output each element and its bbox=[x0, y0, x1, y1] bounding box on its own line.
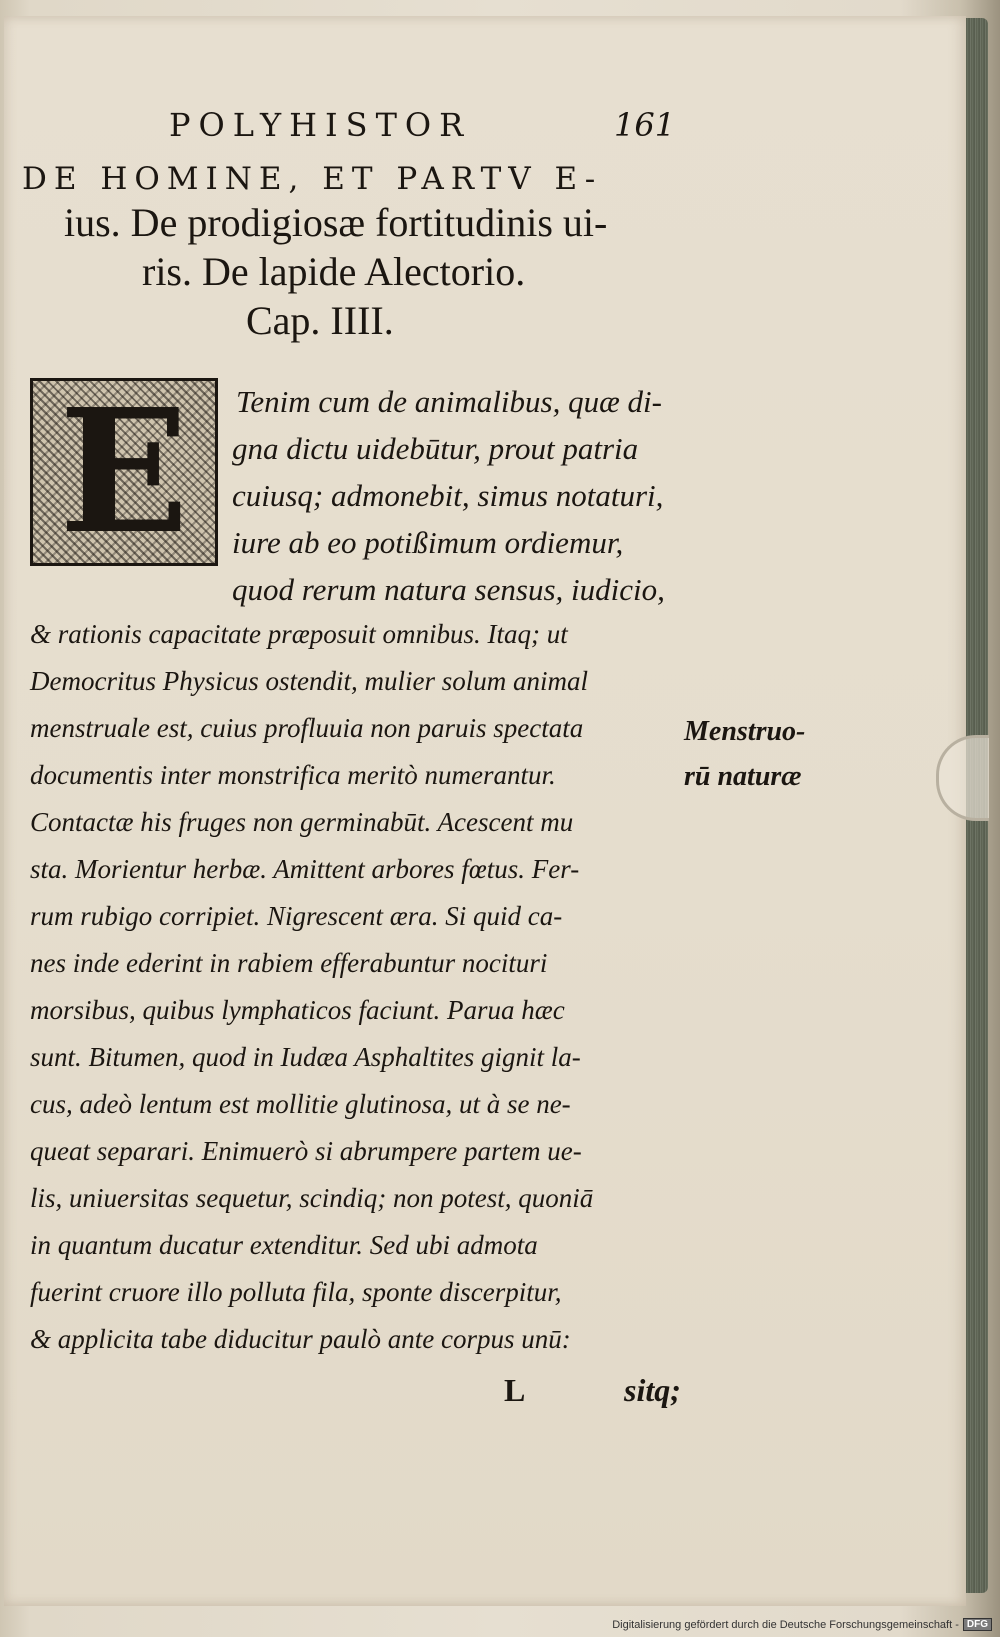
body-line-19: in quantum ducatur extenditur. Sed ubi admota bbox=[30, 1230, 538, 1260]
initial-letter: E bbox=[59, 372, 189, 572]
body-line-15: sunt. Bitumen, quod in Iudæa Asphaltites gignit la- bbox=[30, 1042, 581, 1072]
decorated-initial bbox=[30, 372, 218, 572]
body-line-2: gna dictu uidebūtur, prout patria bbox=[232, 431, 639, 466]
body-line-16: cus, adeò lentum est mollitie glutinosa, ut à se ne- bbox=[30, 1089, 571, 1119]
body-line-21: & applicita tabe diducitur paulò ante corpus unū: bbox=[30, 1324, 571, 1354]
body-line-10: Contactæ his fruges non germinabūt. Acescent mu bbox=[30, 807, 574, 837]
page-text-block bbox=[4, 16, 966, 1606]
body-line-4: iure ab eo potißimum ordiemur, bbox=[232, 525, 624, 560]
body-line-6: & rationis capacitate præposuit omnibus. Itaq; ut bbox=[30, 619, 568, 649]
dfg-logo: DFG bbox=[963, 1618, 992, 1631]
digitization-footer bbox=[612, 1618, 992, 1631]
chapter-heading-line-1: DE HOMINE, ET PARTV E- bbox=[22, 161, 603, 197]
chapter-heading-line-3: ris. De lapide Alectorio. bbox=[142, 249, 526, 294]
page-number: 161 bbox=[614, 106, 676, 144]
body-line-5: quod rerum natura sensus, iudicio, bbox=[232, 572, 665, 607]
body-line-18: lis, uniuersitas sequetur, scindiq; non potest, quoniā bbox=[30, 1183, 594, 1213]
body-line-14: morsibus, quibus lymphaticos faciunt. Parua hæc bbox=[30, 995, 565, 1025]
body-line-20: fuerint cruore illo polluta fila, sponte discerpitur, bbox=[30, 1277, 562, 1307]
body-line-3: cuiusq; admonebit, simus notaturi, bbox=[232, 478, 664, 513]
chapter-heading-line-4: Cap. IIII. bbox=[246, 298, 394, 343]
signature-mark: L bbox=[504, 1372, 526, 1408]
running-head: POLYHISTOR bbox=[169, 106, 472, 144]
body-line-12: rum rubigo corripiet. Nigrescent æra. Si quid ca- bbox=[30, 901, 563, 931]
body-line-7: Democritus Physicus ostendit, mulier solum animal bbox=[30, 666, 588, 696]
body-line-8: menstruale est, cuius profluuia non paruis spectata bbox=[30, 713, 584, 743]
body-line-9: documentis inter monstrifica meritò numerantur. bbox=[30, 760, 556, 790]
margin-note-line-1: Menstruo- bbox=[684, 716, 806, 747]
book-page bbox=[4, 16, 966, 1606]
margin-note-line-2: rū naturæ bbox=[684, 761, 802, 792]
footer-credit: Digitalisierung gefördert durch die Deutsche Forschungsgemeinschaft - bbox=[612, 1618, 959, 1631]
body-line-17: queat separari. Enimuerò si abrumpere partem ue- bbox=[30, 1136, 582, 1166]
body-line-11: sta. Morientur herbæ. Amittent arbores fœtus. Fer- bbox=[30, 854, 580, 884]
chapter-heading-line-2: ius. De prodigiosæ fortitudinis ui- bbox=[64, 200, 608, 245]
body-line-13: nes inde ederint in rabiem efferabuntur nocituri bbox=[30, 948, 548, 978]
body-line-1: Tenim cum de animalibus, quæ di- bbox=[236, 384, 662, 419]
catchword: sitq; bbox=[624, 1372, 681, 1408]
